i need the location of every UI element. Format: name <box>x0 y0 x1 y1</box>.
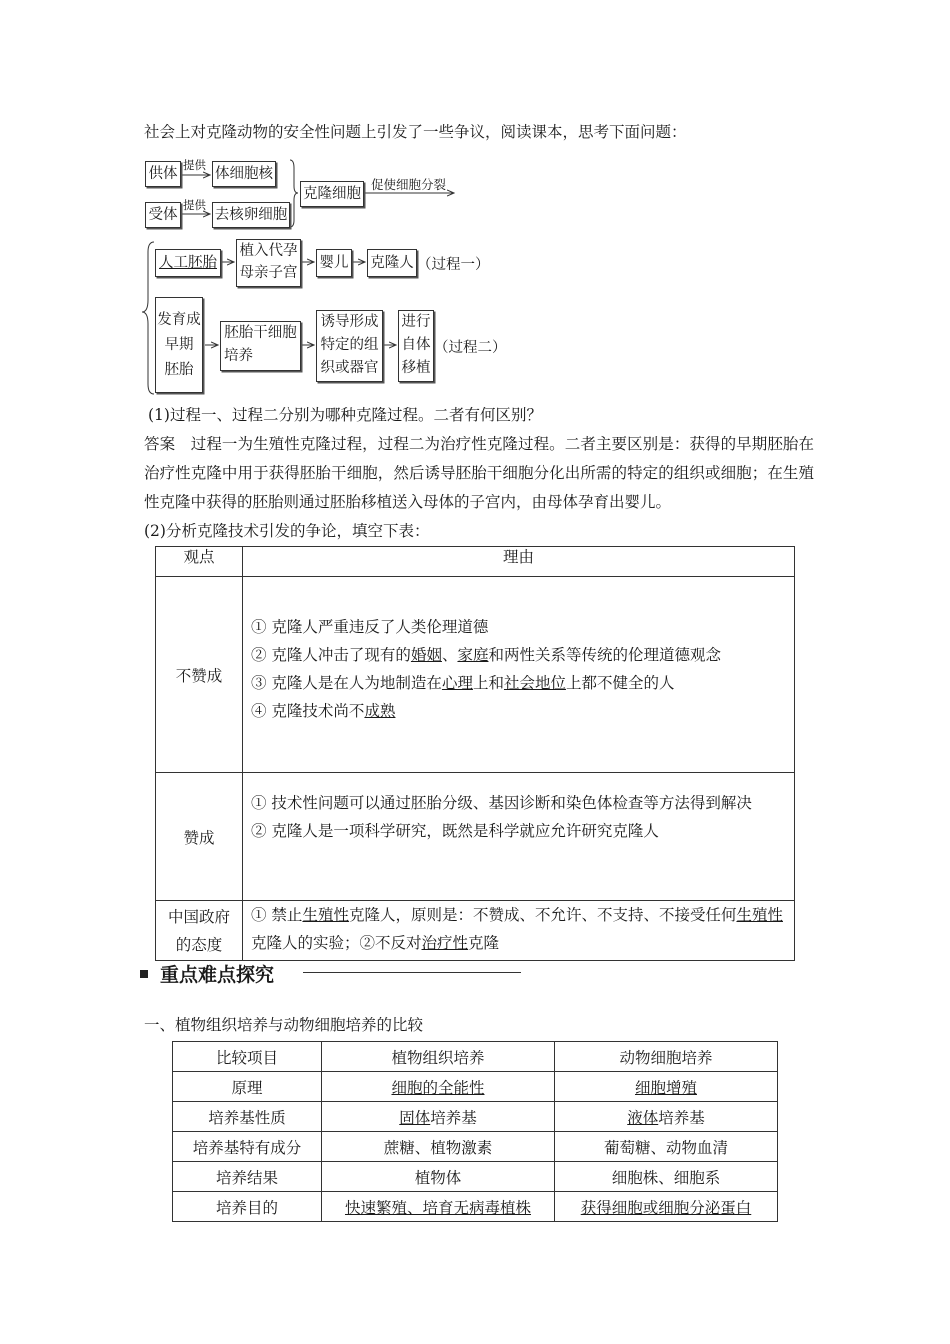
oppose-2c: 、 <box>441 646 458 664</box>
blank-marriage: 婚姻 <box>410 646 442 664</box>
controversy-table <box>155 546 795 961</box>
process1-label: （过程一） <box>417 257 490 273</box>
gov-g: 克隆 <box>468 934 500 952</box>
header-reason: 理由 <box>243 547 795 577</box>
induce-line-2: 特定的组 <box>320 337 379 353</box>
stem-line-2: 培养 <box>224 348 253 364</box>
row-item: 培养目的 <box>173 1192 322 1222</box>
early-line-2: 早期 <box>164 337 194 353</box>
section-heading <box>140 960 274 987</box>
row-item: 培养结果 <box>173 1162 322 1192</box>
blank-social-status: 社会地位 <box>503 674 566 692</box>
oppose-3a: ③ 克隆人是在人为地制造在 <box>251 674 442 692</box>
brace-left <box>142 242 154 394</box>
col-plant-header: 植物组织培养 <box>322 1042 555 1072</box>
gov-c: 克隆人，原则是：不赞成、不允许、不支持、不接受任何 <box>348 906 737 924</box>
induce-line-3: 织或器官 <box>320 360 379 376</box>
recipient-label: 受体 <box>148 207 178 223</box>
nucleus-label: 体细胞核 <box>215 166 273 182</box>
gov-label-2: 的态度 <box>175 935 223 954</box>
plant-medium: 培养基 <box>430 1108 477 1127</box>
answer-text: 答案 过程一为生殖性克隆过程，过程二为治疗性克隆过程。二者主要区别是：获得的早期胚胎在治疗性克隆中用于获得胚胎干细胞，然后诱导胚胎干细胞分化出所需的特定的组织或细胞；在生殖性克隆中获得的胚胎则通过胚胎移植送入母体的子宫内，由母体孕育出婴儿。 <box>144 435 814 511</box>
process2-label: （过程二） <box>434 340 507 356</box>
early-line-1: 发育成 <box>157 312 201 328</box>
header-viewpoint: 观点 <box>156 547 243 577</box>
early-line-3: 胚胎 <box>164 362 194 378</box>
donor-label: 供体 <box>148 166 178 182</box>
table-row <box>173 1072 778 1102</box>
baby-box <box>316 249 352 277</box>
embryo-label: 人工胚胎 <box>159 255 217 271</box>
intro-text: 社会上对克隆动物的安全性问题上引发了一些争议，阅读课本，思考下面问题： <box>144 123 687 141</box>
induce-box <box>316 310 383 382</box>
blank-therapeutic: 治疗性 <box>421 934 469 952</box>
clone-person-box <box>367 249 417 277</box>
row-support-reasons <box>243 773 795 901</box>
flow-lines <box>0 0 950 420</box>
baby-label: 婴儿 <box>319 255 349 271</box>
section-title: 重点难点探究 <box>160 964 275 986</box>
blank-psychology: 心理 <box>441 674 473 692</box>
oppose-reason-2 <box>251 641 784 669</box>
row-animal <box>555 1072 778 1102</box>
gov-e: 克隆人的实验；②不反对 <box>251 934 422 952</box>
blank-totipotency: 细胞的全能性 <box>391 1078 485 1097</box>
clone-person-label: 克隆人 <box>370 255 414 271</box>
auto-line-2: 自体 <box>401 337 431 353</box>
row-plant <box>322 1102 555 1132</box>
stem-line-1: 胚胎干细胞 <box>224 325 297 341</box>
early-embryo-box <box>155 297 203 393</box>
row-item: 培养基性质 <box>173 1102 322 1132</box>
row-plant <box>322 1072 555 1102</box>
animal-medium: 培养基 <box>658 1108 705 1127</box>
auto-line-3: 移植 <box>401 360 431 376</box>
embryo-box <box>155 249 221 277</box>
provide-label-1: 提供 <box>183 158 206 172</box>
table-row <box>173 1132 778 1162</box>
gov-a: ① 禁止 <box>251 906 303 924</box>
donor-box <box>145 161 181 187</box>
auto-line-1: 进行 <box>401 314 431 330</box>
table-row <box>173 1162 778 1192</box>
row-government-stance <box>243 901 795 961</box>
row-item: 原理 <box>173 1072 322 1102</box>
implant-line-2: 母亲子宫 <box>239 265 298 281</box>
question-1: (1)过程一、过程二分别为哪种克隆过程。二者有何区别？ <box>148 406 542 424</box>
egg-box <box>212 202 290 228</box>
table-row <box>173 1192 778 1222</box>
blank-proliferation: 细胞增殖 <box>634 1078 697 1097</box>
blank-animal-purpose: 获得细胞或细胞分泌蛋白 <box>580 1198 752 1217</box>
section-divider <box>303 972 521 973</box>
egg-label: 去核卵细胞 <box>214 207 288 223</box>
question-2: (2)分析克隆技术引发的争论，填空下表： <box>144 522 430 540</box>
autograft-box <box>398 310 434 382</box>
implant-box <box>236 239 301 287</box>
oppose-3c: 上和 <box>472 674 504 692</box>
blank-liquid: 液体 <box>627 1108 659 1127</box>
row-animal: 葡萄糖、动物血清 <box>555 1132 778 1162</box>
col-item-header: 比较项目 <box>173 1042 322 1072</box>
row-animal: 细胞株、细胞系 <box>555 1162 778 1192</box>
row-oppose-reasons <box>243 577 795 773</box>
oppose-reason-4 <box>251 697 784 725</box>
comparison-table <box>172 1041 778 1222</box>
table-row <box>173 1102 778 1132</box>
provide-label-2: 提供 <box>183 198 206 212</box>
oppose-reason-3 <box>251 669 784 697</box>
stem-cell-box <box>220 321 301 371</box>
square-bullet-icon <box>140 970 148 978</box>
row-item: 培养基特有成分 <box>173 1132 322 1162</box>
oppose-4a: ④ 克隆技术尚不 <box>251 702 365 720</box>
blank-family: 家庭 <box>457 646 489 664</box>
nucleus-box <box>212 161 276 187</box>
support-reason-1: ① 技术性问题可以通过胚胎分级、基因诊断和染色体检查等方法得到解决 <box>251 794 752 812</box>
oppose-reason-1: ① 克隆人严重违反了人类伦理道德 <box>251 618 489 636</box>
row-plant: 蔗糖、植物激素 <box>322 1132 555 1162</box>
row-plant <box>322 1192 555 1222</box>
row-government-label <box>156 901 243 961</box>
blank-mature: 成熟 <box>364 702 396 720</box>
clone-cell-box <box>300 181 364 207</box>
support-reason-2: ② 克隆人是一项科学研究，既然是科学就应允许研究克隆人 <box>251 822 659 840</box>
blank-solid: 固体 <box>399 1108 431 1127</box>
row-animal <box>555 1102 778 1132</box>
blank-plant-purpose: 快速繁殖、培育无病毒植株 <box>344 1198 531 1217</box>
oppose-2a: ② 克隆人冲击了现有的 <box>251 646 411 664</box>
induce-line-1: 诱导形成 <box>320 314 379 330</box>
oppose-3e: 上都不健全的人 <box>565 674 675 692</box>
recipient-box <box>145 202 181 228</box>
row-plant: 植物体 <box>322 1162 555 1192</box>
oppose-2e: 和两性关系等传统的伦理道德观念 <box>488 646 721 664</box>
blank-reproductive-1: 生殖性 <box>302 906 349 924</box>
row-oppose-label: 不赞成 <box>156 577 243 773</box>
comparison-heading: 一、植物组织培养与动物细胞培养的比较 <box>144 1016 424 1034</box>
gov-label-1: 中国政府 <box>167 907 230 926</box>
promote-label: 促使细胞分裂 <box>371 177 447 192</box>
row-support-label: 赞成 <box>156 773 243 901</box>
blank-reproductive-2: 生殖性 <box>736 906 783 924</box>
clone-cell-label: 克隆细胞 <box>303 186 361 202</box>
brace-top <box>290 160 298 227</box>
col-animal-header: 动物细胞培养 <box>555 1042 778 1072</box>
implant-line-1: 植入代孕 <box>239 243 298 259</box>
row-animal <box>555 1192 778 1222</box>
